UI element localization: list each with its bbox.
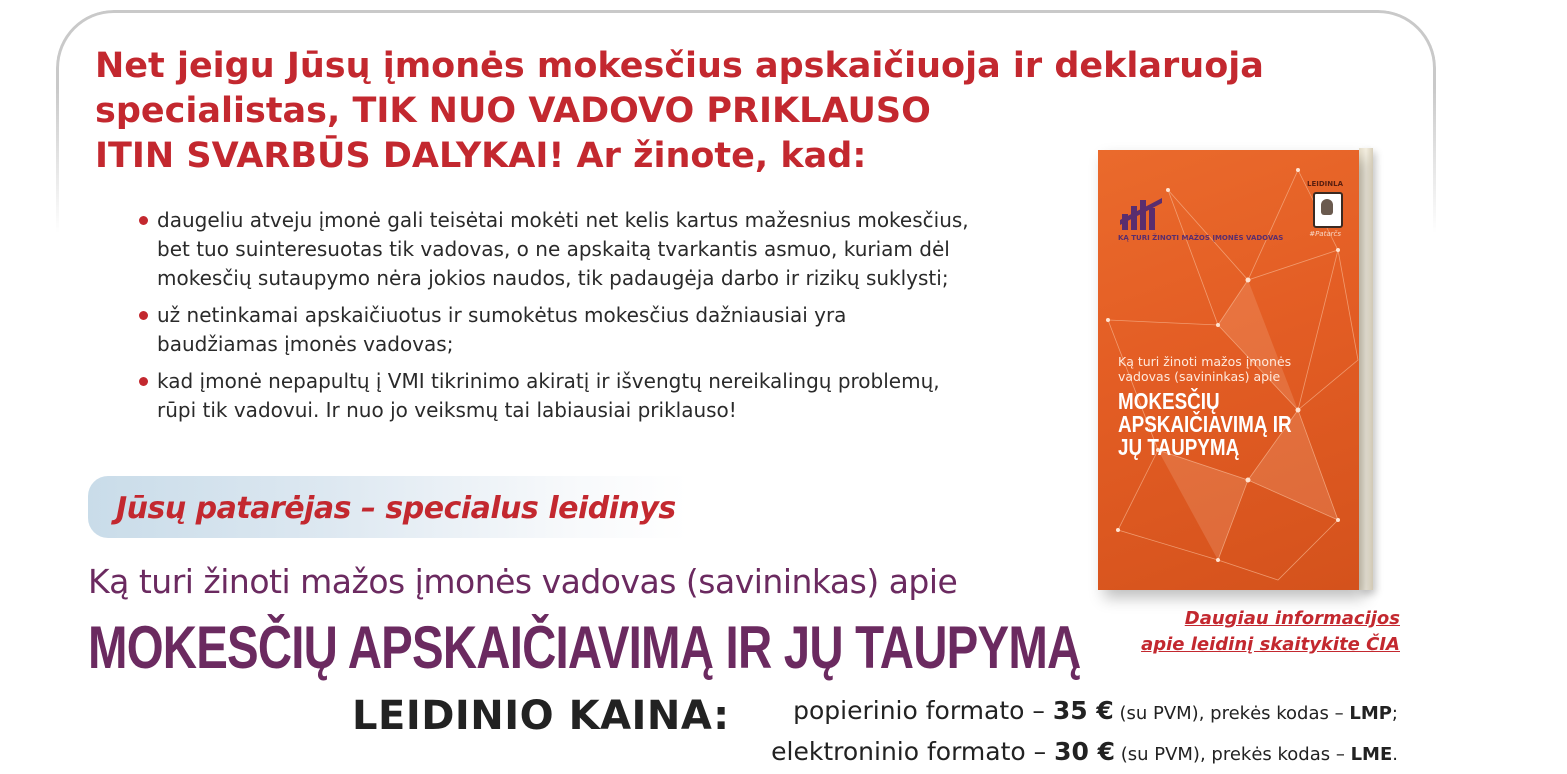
headline-line-1: Net jeigu Jūsų įmonės mokesčius apskaičiuoja ir deklaruoja: [95, 46, 1264, 86]
price-electronic-vat: (su PVM): [1114, 744, 1200, 765]
price-electronic-end: .: [1392, 744, 1398, 765]
price-electronic: [771, 733, 1398, 774]
bullet-dot-icon: [139, 216, 148, 225]
bullet-dot-icon: [139, 311, 148, 320]
book-title: [1118, 390, 1307, 459]
bullet-line: kad įmonė nepapultų į VMI tikrinimo akiratį ir išvengtų nereikalingų problemų,: [157, 369, 940, 393]
price-label: LEIDINIO KAINA:: [352, 693, 730, 739]
book-publisher: LEIDINLA: [1307, 180, 1343, 188]
list-item: [137, 367, 1077, 425]
price-electronic-prefix: elektroninio formato –: [771, 737, 1055, 766]
price-paper-amount: 35 €: [1052, 696, 1114, 725]
price-electronic-code: LME: [1350, 744, 1393, 765]
book-cover-image[interactable]: [1098, 150, 1359, 590]
bullet-line: mokesčių sutaupymo nėra jokios naudos, tik padaugėja darbo ir rizikų suklysti;: [157, 266, 949, 290]
book-title-line-3: JŲ TAUPYMĄ: [1118, 434, 1240, 460]
bullet-line: bet tuo suinteresuotas tik vadovas, o ne apskaitą tvarkantis asmuo, kuriam dėl: [157, 237, 950, 261]
more-info-link-line-1: Daugiau informacijos: [1184, 608, 1400, 629]
book-title-line-2: APSKAIČIAVIMĄ IR: [1118, 411, 1292, 437]
list-item: [137, 301, 1077, 359]
bullet-dot-icon: [139, 377, 148, 386]
bullet-line: rūpi tik vadovui. Ir nuo jo veiksmų tai labiausiai priklauso!: [157, 398, 737, 422]
list-item: [137, 206, 1077, 293]
publication-title: MOKESČIŲ APSKAIČIAVIMĄ IR JŲ TAUPYMĄ: [88, 614, 1081, 681]
book-publisher-tag: #Patarčs: [1309, 230, 1341, 238]
bullet-line: daugeliu atveju įmonė gali teisėtai mokėti net kelis kartus mažesnius mokesčius,: [157, 208, 969, 232]
price-electronic-code-prefix: , prekės kodas –: [1199, 744, 1351, 765]
price-lines: [771, 692, 1398, 774]
more-info-link[interactable]: [1141, 606, 1400, 658]
publisher-seal-icon: [1313, 192, 1343, 228]
price-paper: [771, 692, 1398, 733]
book-subtitle: Ką turi žinoti mažos įmonės vadovas (savininkas) apie: [1118, 354, 1292, 384]
advisor-text: Jūsų patarėjas – specialus leidinys: [116, 491, 676, 526]
more-info-link-line-2: apie leidinį skaitykite ČIA: [1141, 634, 1400, 655]
book-page-edge: [1359, 148, 1373, 590]
headline-line-3: ITIN SVARBŪS DALYKAI! Ar žinote, kad:: [95, 136, 867, 176]
book-logo-text: KĄ TURI ŽINOTI MAŽOS ĮMONĖS VADOVAS: [1118, 234, 1284, 242]
price-paper-vat: (su PVM): [1113, 703, 1199, 724]
price-paper-code: LMP: [1349, 703, 1392, 724]
publication-subtitle: Ką turi žinoti mažos įmonės vadovas (savininkas) apie: [88, 562, 958, 601]
price-paper-prefix: popierinio formato –: [793, 696, 1053, 725]
book-logo-icon: [1118, 194, 1164, 234]
bullet-line: baudžiamas įmonės vadovas;: [157, 332, 454, 356]
price-electronic-amount: 30 €: [1054, 737, 1115, 766]
bullet-list: [137, 206, 1077, 433]
bullet-line: už netinkamai apskaičiuotus ir sumokėtus mokesčius dažniausiai yra: [157, 303, 847, 327]
price-paper-end: ;: [1391, 703, 1398, 724]
headline-line-2: specialistas, TIK NUO VADOVO PRIKLAUSO: [95, 91, 931, 131]
price-paper-code-prefix: , prekės kodas –: [1198, 703, 1350, 724]
book-title-line-1: MOKESČIŲ: [1118, 388, 1220, 414]
